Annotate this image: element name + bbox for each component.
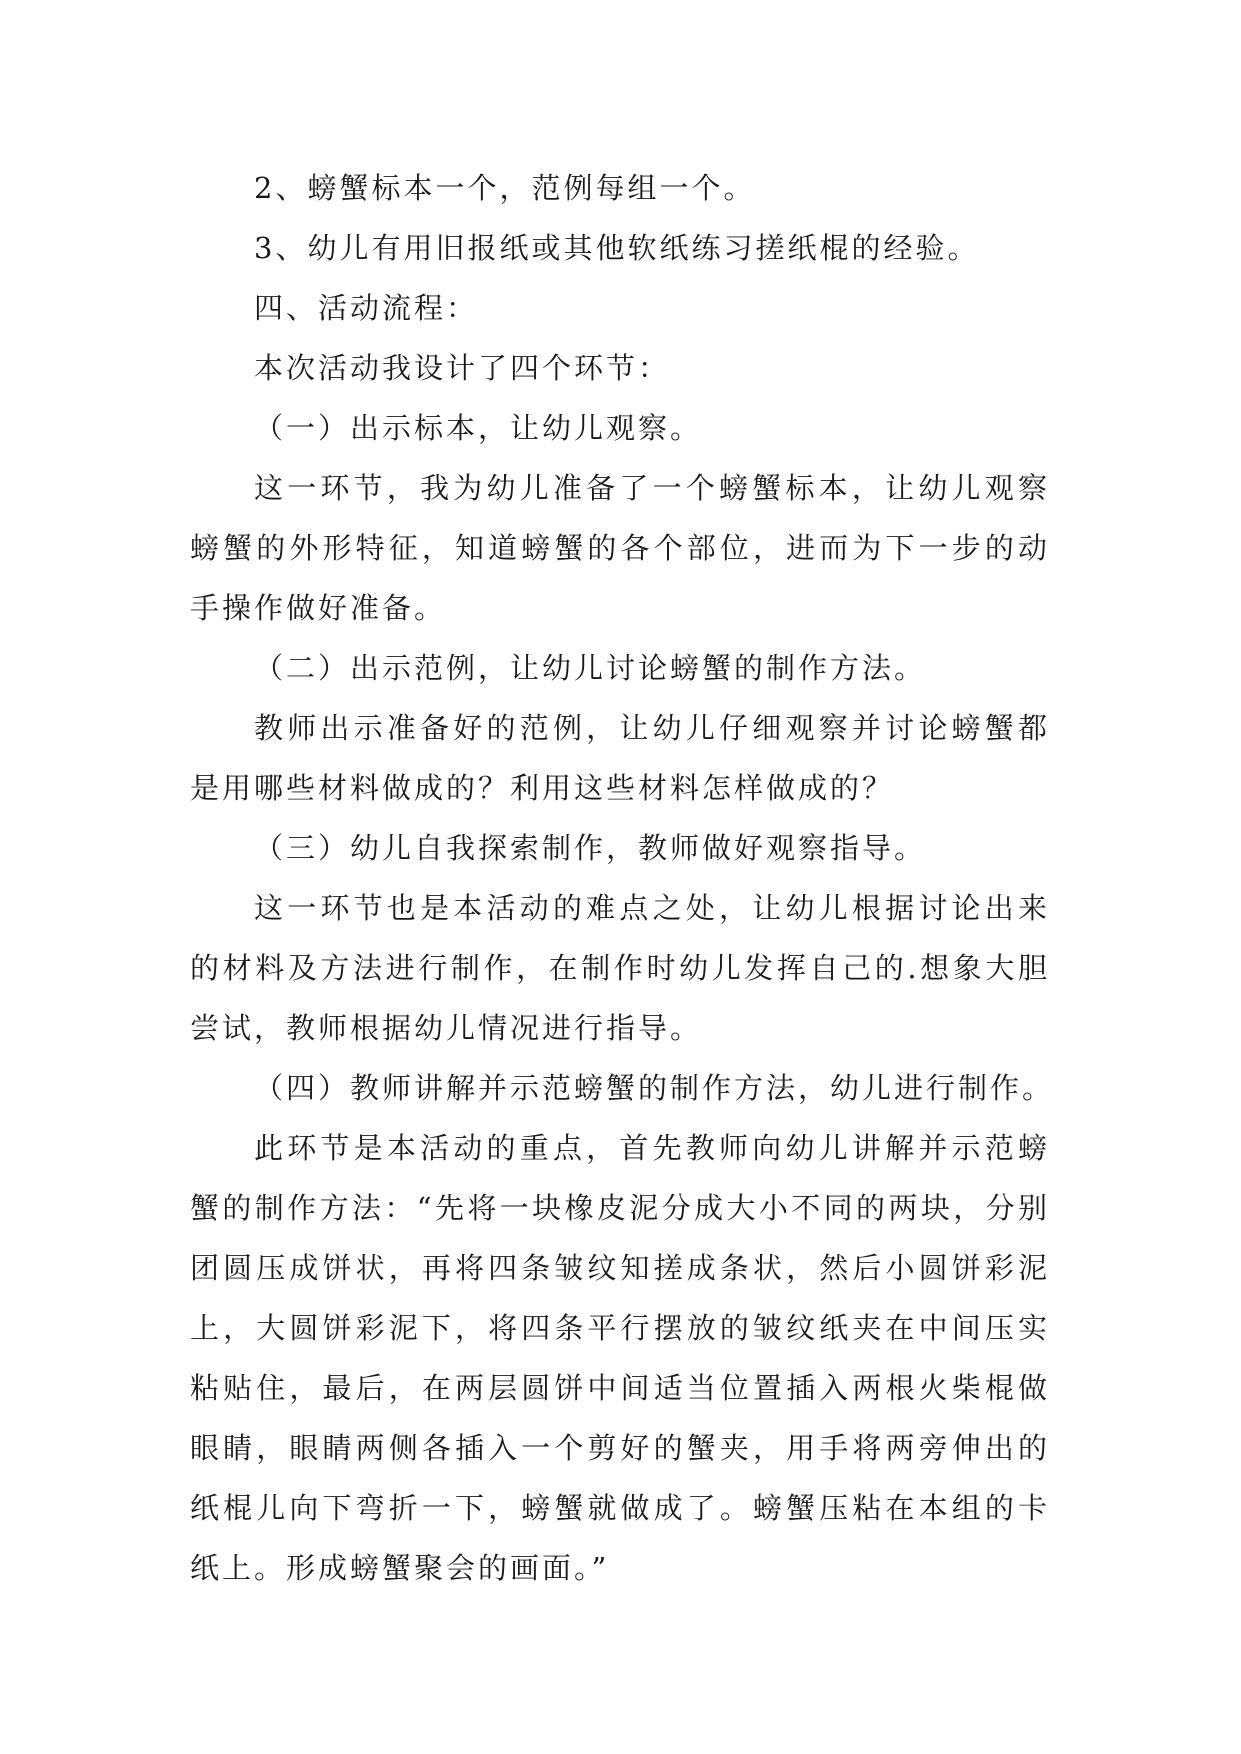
step-2-body: 教师出示准备好的范例，让幼儿仔细观察并讨论螃蟹都是用哪些材料做成的？利用这些材料怎样做成的？ [190,711,1050,805]
step-1-body: 这一环节，我为幼儿准备了一个螃蟹标本，让幼儿观察螃蟹的外形特征，知道螃蟹的各个部位，进而为下一步的动手操作做好准备。 [190,471,1050,625]
materials-item-3: 3、幼儿有用旧报纸或其他软纸练习搓纸棍的经验。 [254,231,980,265]
activity-intro: 本次活动我设计了四个环节： [254,351,671,385]
section-heading-activity-process: 四、活动流程： [254,291,479,325]
step-2-heading: （二）出示范例，让幼儿讨论螃蟹的制作方法。 [254,651,927,685]
step-4-body: 此环节是本活动的重点，首先教师向幼儿讲解并示范螃蟹的制作方法：“先将一块橡皮泥分成大小不同的两块，分别团圆压成饼状，再将四条皱纹知搓成条状，然后小圆饼彩泥上，大圆饼彩泥下，将四条平行摆放的皱纹纸夹在中间压实粘贴住，最后，在两层圆饼中间适当位置插入两根火柴棍做眼睛，眼睛两侧各插入一个剪好的蟹夹，用手将两旁伸出的纸棍儿向下弯折一下，螃蟹就做成了。螃蟹压粘在本组的卡纸上。形成螃蟹聚会的画面。” [190,1131,1050,1585]
step-3-heading: （三）幼儿自我探索制作，教师做好观察指导。 [254,831,927,865]
step-4-heading: （四）教师讲解并示范螃蟹的制作方法，幼儿进行制作。 [254,1071,1055,1105]
document-body [190,158,1055,1598]
materials-item-2: 2、螃蟹标本一个，范例每组一个。 [254,171,756,205]
step-1-heading: （一）出示标本，让幼儿观察。 [254,411,703,445]
step-3-body: 这一环节也是本活动的难点之处，让幼儿根据讨论出来的材料及方法进行制作，在制作时幼儿发挥自己的.想象大胆尝试，教师根据幼儿情况进行指导。 [190,891,1050,1045]
